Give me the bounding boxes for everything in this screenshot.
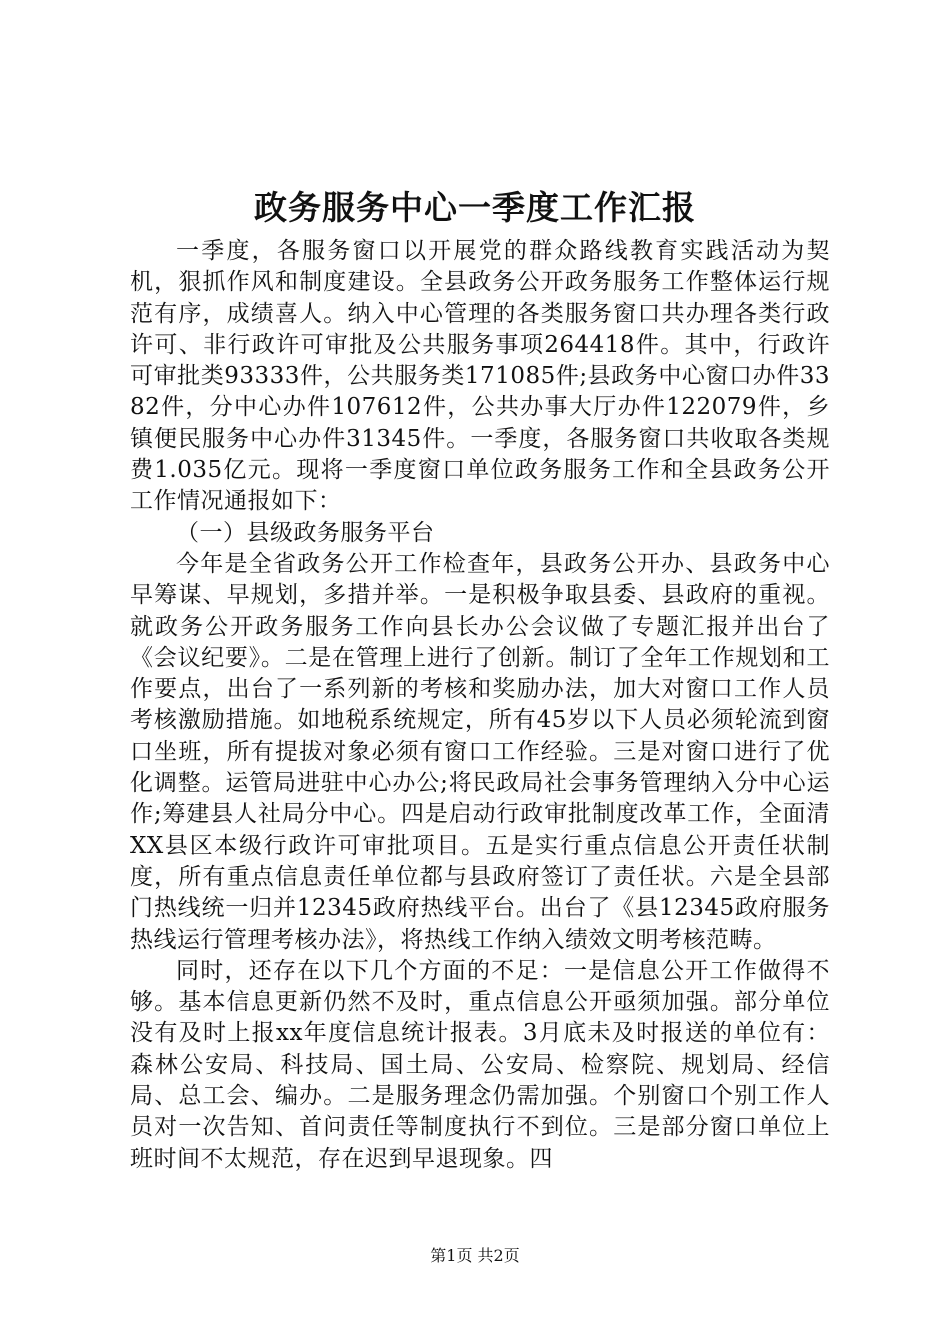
- page-title: 政务服务中心一季度工作汇报: [254, 188, 696, 227]
- paragraph-shortcomings: 同时，还存在以下几个方面的不足：一是信息公开工作做得不够。基本信息更新仍然不及时，重点信息公开亟须加强。部分单位没有及时上报xx年度信息统计报表。3月底未及时报送的单位有：森林公安局、科技局、国土局、公安局、检察院、规划局、经信局、总工会、编办。二是服务理念仍需加强。个别窗口个别工作人员对一次告知、首问责任等制度执行不到位。三是部分窗口单位上班时间不太规范，存在迟到早退现象。四: [130, 957, 830, 1172]
- page-footer: 第1页 共2页: [430, 1246, 520, 1265]
- document-body: [130, 236, 830, 1175]
- paragraph-platform: 今年是全省政务公开工作检查年，县政务公开办、县政务中心早筹谋、早规划，多措并举。一是积极争取县委、县政府的重视。就政务公开政务服务工作向县长办公会议做了专题汇报并出台了《会议纪要》。二是在管理上进行了创新。制订了全年工作规划和工作要点，出台了一系列新的考核和奖励办法，加大对窗口工作人员考核激励措施。如地税系统规定，所有45岁以下人员必须轮流到窗口坐班，所有提拔对象必须有窗口工作经验。三是对窗口进行了优化调整。运管局进驻中心办公;将民政局社会事务管理纳入分中心运作;筹建县人社局分中心。四是启动行政审批制度改革工作，全面清XX县区本级行政许可审批项目。五是实行重点信息公开责任状制度，所有重点信息责任单位都与县政府签订了责任状。六是全县部门热线统一归并12345政府热线平台。出台了《县12345政府服务热线运行管理考核办法》，将热线工作纳入绩效文明考核范畴。: [130, 550, 830, 953]
- section-heading: （一）县级政务服务平台: [176, 519, 435, 546]
- paragraph-intro: 一季度，各服务窗口以开展党的群众路线教育实践活动为契机，狠抓作风和制度建设。全县政务公开政务服务工作整体运行规范有序，成绩喜人。纳入中心管理的各类服务窗口共办理各类行政许可、非行政许可审批及公共服务事项264418件。其中，行政许可审批类93333件，公共服务类171085件;县政务中心窗口办件3382件，分中心办件107612件，公共办事大厅办件122079件，乡镇便民服务中心办件31345件。一季度，各服务窗口共收取各类规费1.035亿元。现将一季度窗口单位政务服务工作和全县政务公开工作情况通报如下：: [130, 238, 830, 515]
